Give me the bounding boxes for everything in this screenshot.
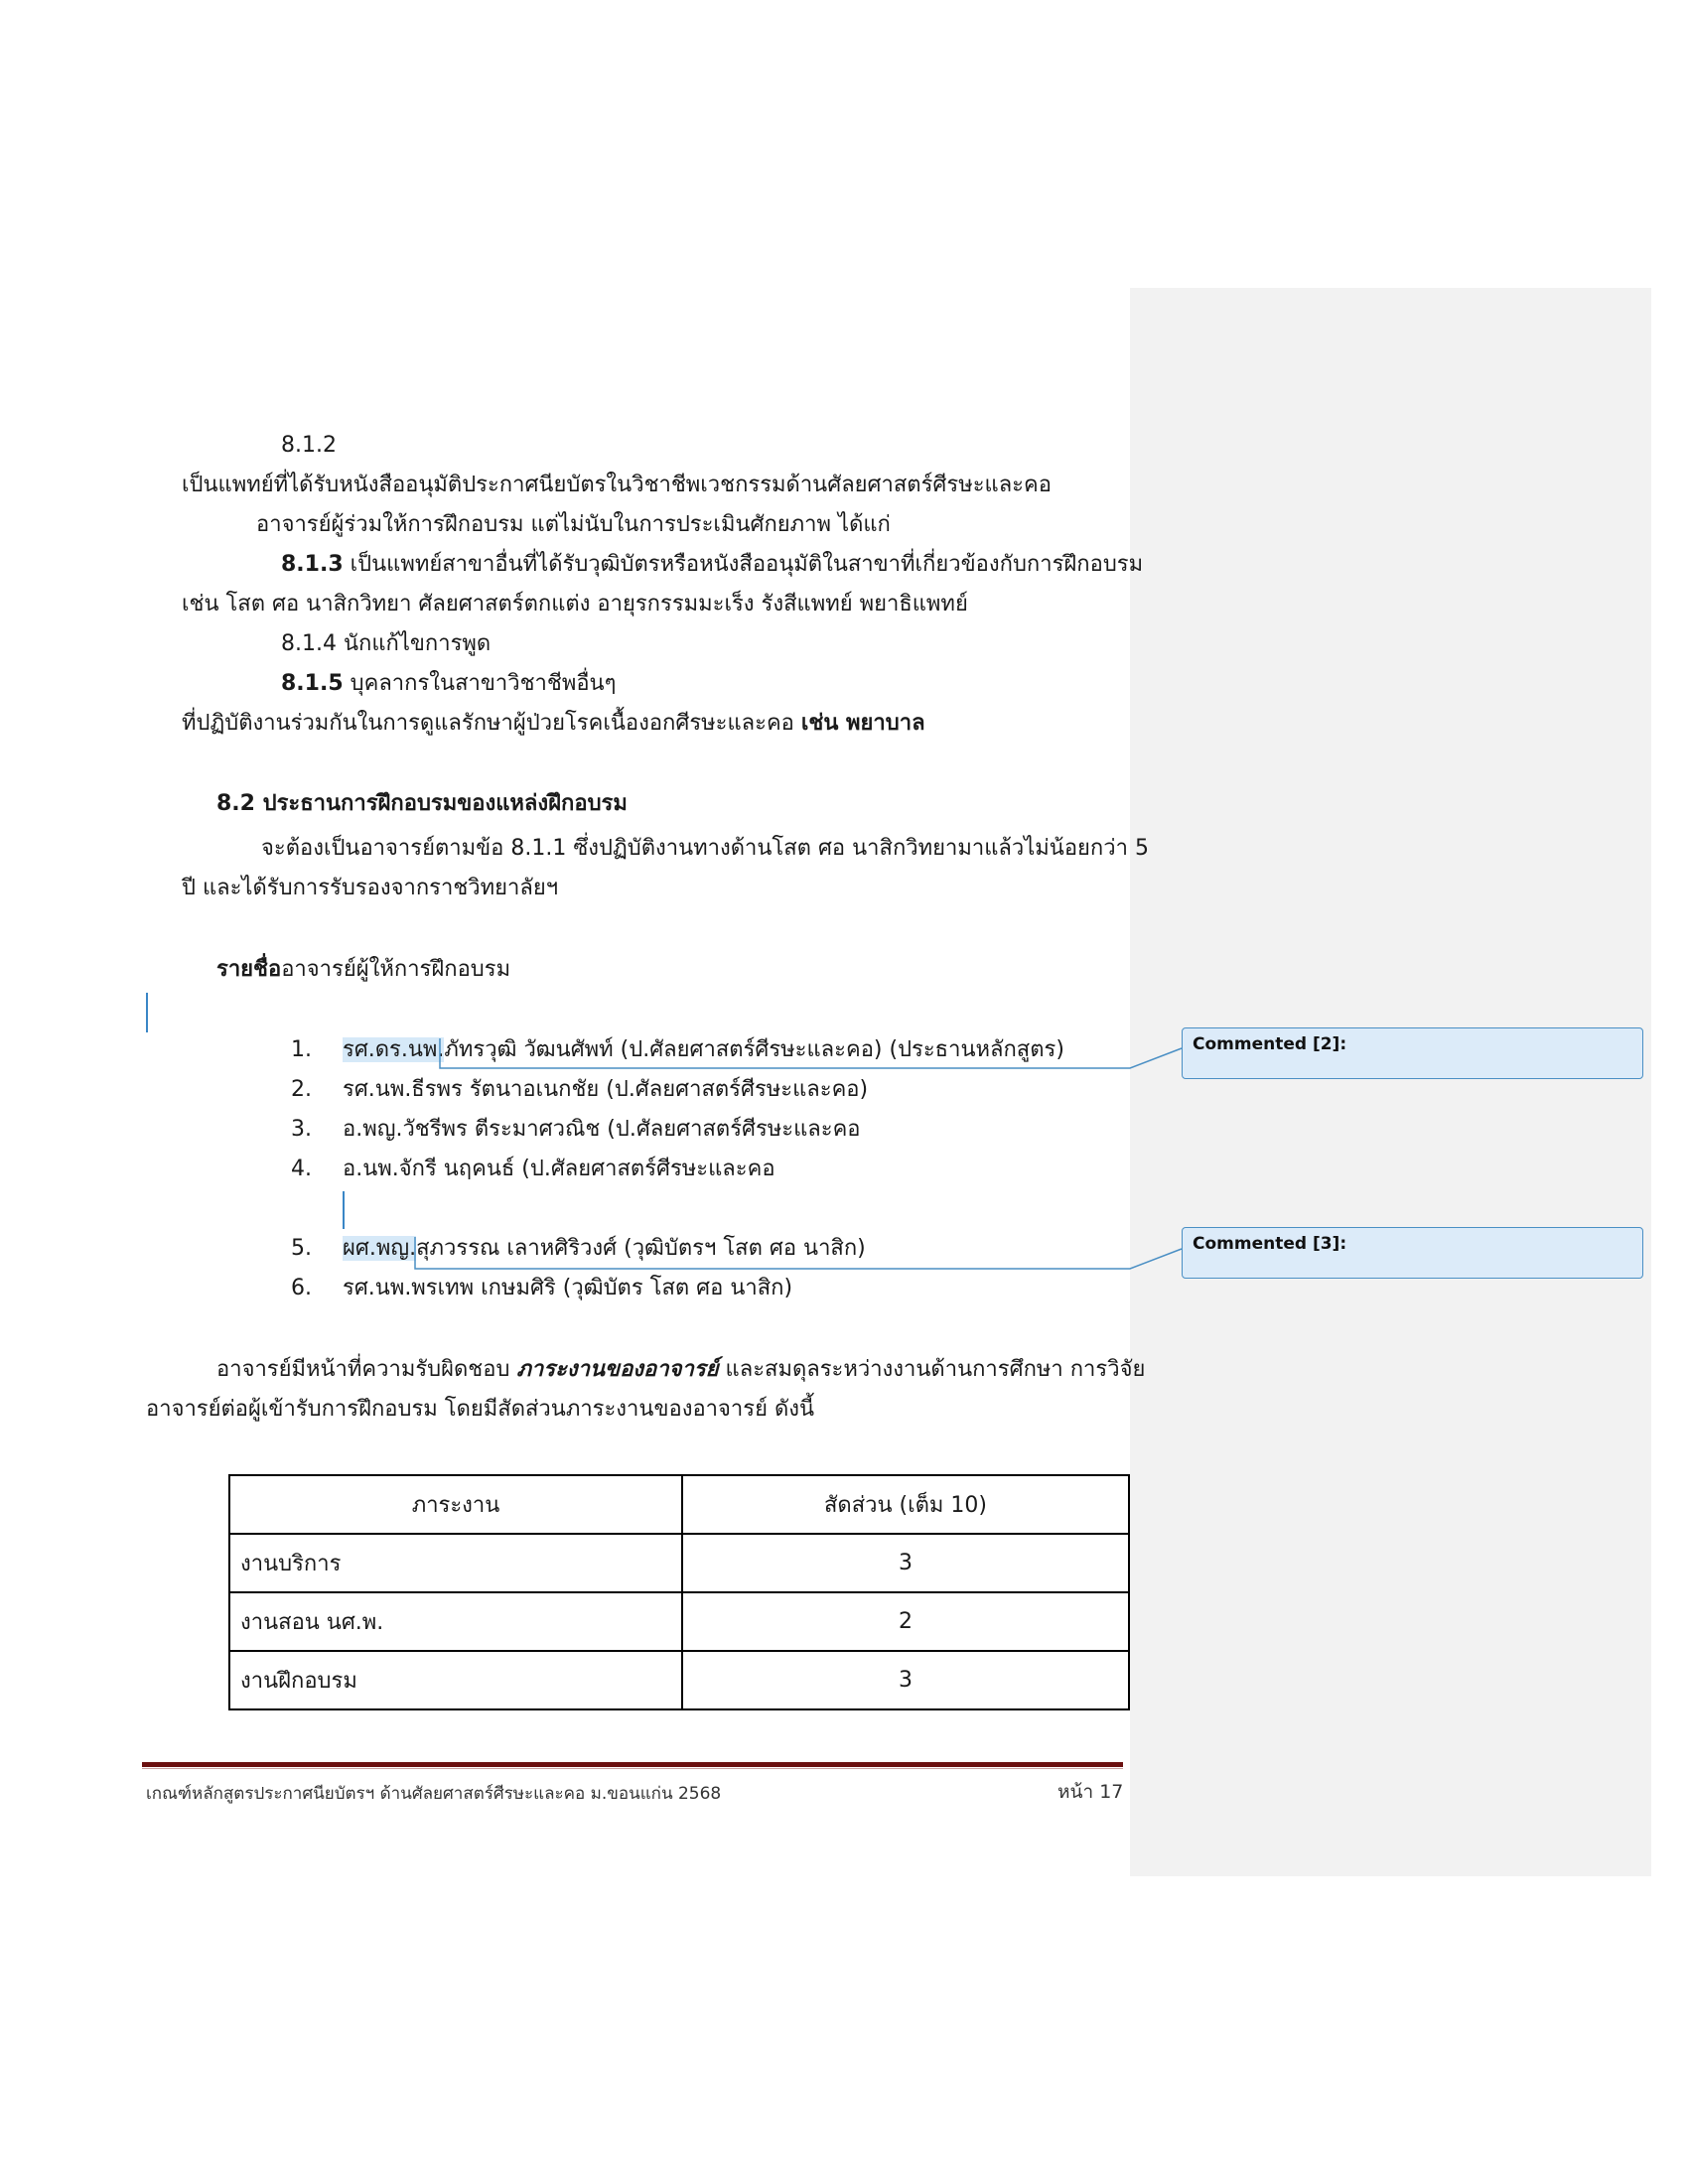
- item-8-1-5-number: 8.1.5: [281, 671, 344, 696]
- item-8-1-5-continued: [182, 709, 925, 739]
- table-row: [229, 1592, 1129, 1651]
- table-row: [229, 1534, 1129, 1592]
- table-header-workload: ภาระงาน: [229, 1475, 682, 1534]
- duties-line1-c: และสมดุลระหว่างงานด้านการศึกษา การวิจัย: [718, 1357, 1146, 1382]
- comment-box-2[interactable]: Commented [2]:: [1182, 1027, 1643, 1079]
- faculty-name-3: อ.พญ.วัชรีพร ตีระมาศวณิช (ป.ศัลยศาสตร์ศีรษะและคอ: [343, 1117, 861, 1142]
- footer-title: เกณฑ์หลักสูตรประกาศนียบัตรฯ ด้านศัลยศาสตร์ศีรษะและคอ ม.ขอนแก่น 2568: [146, 1784, 722, 1804]
- faculty-list-title-bold: รายชื่อ: [216, 957, 282, 982]
- item-8-1-3-number: 8.1.3: [281, 552, 344, 577]
- faculty-num-1: 1.: [291, 1037, 312, 1062]
- faculty-name-4: อ.นพ.จักรี นฤคนธ์ (ป.ศัลยศาสตร์ศีรษะและคอ: [343, 1157, 775, 1181]
- faculty-name-1: ภัทรวุฒิ วัฒนศัพท์ (ป.ศัลยศาสตร์ศีรษะและคอ) (ประธานหลักสูตร): [444, 1037, 1064, 1062]
- faculty-list-title-rest: อาจารย์ผู้ให้การฝึกอบรม: [281, 957, 511, 982]
- table-cell-label: งานฝึกอบรม: [229, 1651, 682, 1709]
- duties-line2: อาจารย์ต่อผู้เข้ารับการฝึกอบรม โดยมีสัดส่วนภาระงานของอาจารย์ ดังนี้: [146, 1397, 815, 1422]
- faculty-num-6: 6.: [291, 1276, 312, 1300]
- item-8-1-3-continued: เช่น โสต ศอ นาสิกวิทยา ศัลยศาสตร์ตกแต่ง อายุรกรรมมะเร็ง รังสีแพทย์ พยาธิแพทย์: [182, 592, 968, 616]
- item-8-1-5: [281, 669, 616, 699]
- faculty-item-1: [343, 1035, 1064, 1065]
- footer-rule: [142, 1762, 1123, 1767]
- workload-table: [228, 1474, 1130, 1710]
- item-8-1-5-continued-text: ที่ปฏิบัติงานร่วมกันในการดูแลรักษาผู้ป่วยโรคเนื้องอกศีรษะและคอ: [182, 711, 801, 736]
- faculty-name-6: รศ.นพ.พรเทพ เกษมศิริ (วุฒิบัตร โสต ศอ นาสิก): [343, 1276, 793, 1300]
- table-cell-value: 3: [682, 1534, 1129, 1592]
- faculty-prefix-5[interactable]: ผศ.พญ.: [343, 1236, 417, 1261]
- table-cell-label: งานสอน นศ.พ.: [229, 1592, 682, 1651]
- faculty-num-2: 2.: [291, 1077, 312, 1102]
- duties-line1: [216, 1355, 1145, 1385]
- table-cell-value: 2: [682, 1592, 1129, 1651]
- section-8-2-line1: จะต้องเป็นอาจารย์ตามข้อ 8.1.1 ซึ่งปฏิบัติงานทางด้านโสต ศอ นาสิกวิทยามาแล้วไม่น้อยกว่า 5: [261, 836, 1149, 861]
- comment-box-3[interactable]: Commented [3]:: [1182, 1227, 1643, 1279]
- section-8-2-line2: ปี และได้รับการรับรองจากราชวิทยาลัยฯ: [182, 876, 559, 900]
- text-cursor-marker: [146, 993, 148, 1032]
- comment-anchor-marker: [343, 1191, 345, 1229]
- section-8-2-heading: 8.2 ประธานการฝึกอบรมของแหล่งฝึกอบรม: [216, 791, 628, 816]
- item-8-1-3-text: เป็นแพทย์สาขาอื่นที่ได้รับวุฒิบัตรหรือหนังสืออนุมัติในสาขาที่เกี่ยวข้องกับการฝึกอบรม: [343, 552, 1144, 577]
- table-cell-value: 3: [682, 1651, 1129, 1709]
- duties-line1-a: อาจารย์มีหน้าที่ความรับผิดชอบ: [216, 1357, 517, 1382]
- faculty-num-3: 3.: [291, 1117, 312, 1142]
- item-8-1-4: 8.1.4 นักแก้ไขการพูด: [281, 631, 492, 656]
- table-header-row: [229, 1475, 1129, 1534]
- faculty-name-2: รศ.นพ.ธีรพร รัตนาอเนกชัย (ป.ศัลยศาสตร์ศีรษะและคอ): [343, 1077, 869, 1102]
- faculty-num-5: 5.: [291, 1236, 312, 1261]
- table-header-ratio: สัดส่วน (เต็ม 10): [682, 1475, 1129, 1534]
- faculty-list-title: [216, 955, 510, 985]
- faculty-prefix-1[interactable]: รศ.ดร.นพ.: [343, 1037, 445, 1062]
- co-teacher-line: อาจารย์ผู้ร่วมให้การฝึกอบรม แต่ไม่นับในการประเมินศักยภาพ ได้แก่: [256, 512, 891, 537]
- item-8-1-3: [281, 550, 1143, 580]
- item-8-1-5-text: บุคลากรในสาขาวิชาชีพอื่นๆ: [343, 671, 617, 696]
- comment-pane: [1130, 288, 1651, 1876]
- table-row: [229, 1651, 1129, 1709]
- item-8-1-2-text: เป็นแพทย์ที่ได้รับหนังสืออนุมัติประกาศนียบัตรในวิชาชีพเวชกรรมด้านศัลยศาสตร์ศีรษะและคอ: [182, 473, 1052, 497]
- faculty-item-5: [343, 1234, 866, 1264]
- faculty-name-5: สุภวรรณ เลาหศิริวงศ์ (วุฒิบัตรฯ โสต ศอ นาสิก): [416, 1236, 866, 1261]
- table-cell-label: งานบริการ: [229, 1534, 682, 1592]
- duties-line1-b: ภาระงานของอาจารย์: [516, 1357, 719, 1382]
- page-number: หน้า 17: [1057, 1781, 1124, 1803]
- item-8-1-2-number: 8.1.2: [281, 433, 337, 458]
- item-8-1-5-example: เช่น พยาบาล: [800, 711, 925, 736]
- faculty-num-4: 4.: [291, 1157, 312, 1181]
- footer-rule-thin: [142, 1768, 1123, 1769]
